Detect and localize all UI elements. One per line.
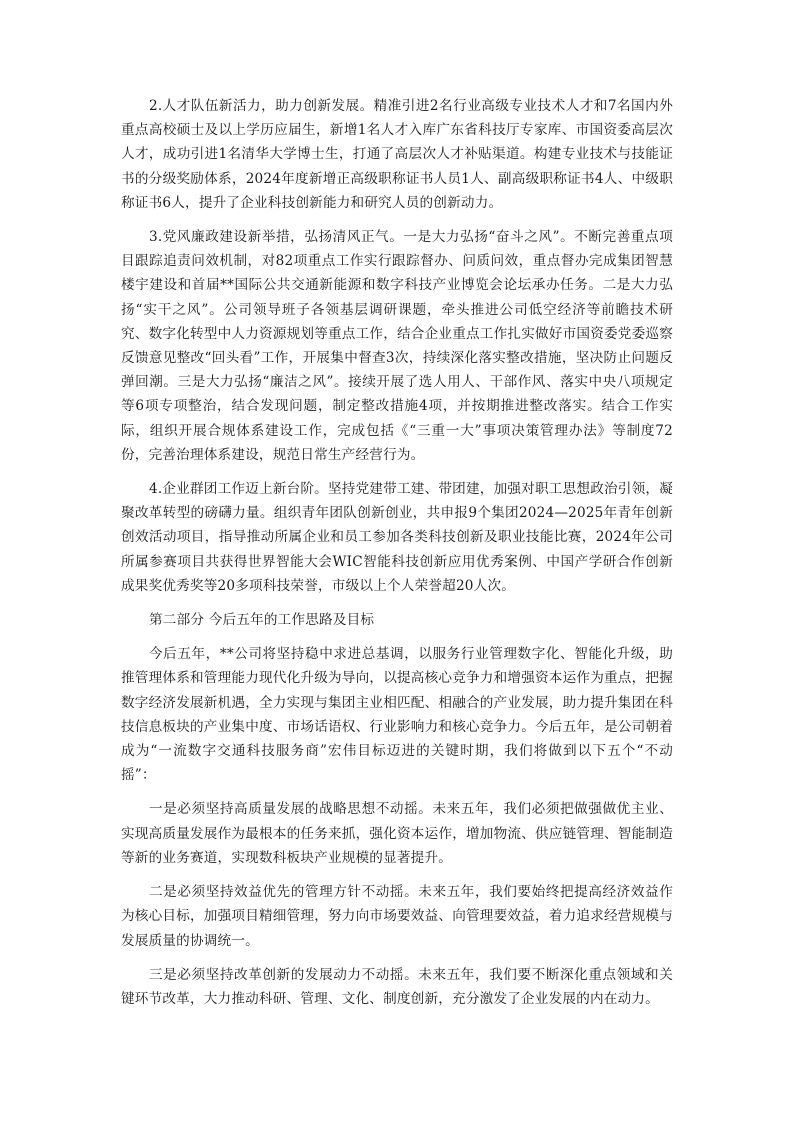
paragraph-group-work: 4.企业群团工作迈上新台阶。坚持党建带工建、带团建，加强对职工思想政治引领，凝聚改革转型的磅礴力量。组织青年团队创新创业，共申报9个集团2024—2025年青年创新创效活动项目，指导推动所属企业和员工参加各类科技创新及职业技能比赛，2024年公司所属参赛项目共获得世界智能大会WIC智能科技创新应用优秀案例、中国产学研合作创新成果奖优秀奖等20多项科技荣誉，市级以上个人荣誉超20人次。 — [121, 481, 673, 594]
paragraph-five-year-outlook: 今后五年，**公司将坚持稳中求进总基调，以服务行业管理数字化、智能化升级，助推管理体系和管理能力现代化升级为导向，以提高核心竞争力和增强资本运作为重点，把握数字经济发展新机遇，全力实现与集团主业相匹配、相融合的产业发展，助力提升集团在科技信息板块的产业集中度、市场话语权、行业影响力和核心竞争力。今后五年，是公司朝着成为“一流数字交通科技服务商”宏伟目标迈进的关键时期，我们将做到以下五个“不动摇”： — [121, 646, 673, 784]
paragraph-principle-one: 一是必须坚持高质量发展的战略思想不动摇。未来五年，我们必须把做强做优主业、实现高质量发展作为最根本的任务来抓，强化资本运作，增加物流、供应链管理、智能制造等新的业务赛道，实现数科板块产业规模的显著提升。 — [121, 801, 673, 866]
paragraph-party-conduct: 3.党风廉政建设新举措，弘扬清风正气。一是大力弘扬“奋斗之风”。不断完善重点项目跟踪追责问效机制，对82项重点工作实行跟踪督办、问质问效，重点督办完成集团智慧楼宇建设和首届**国际公共交通新能源和数字科技产业博览会论坛承办任务。二是大力弘扬“实干之风”。公司领导班子各领基层调研课题，牵头推进公司低空经济等前瞻技术研究、数字化转型中人力资源规划等重点工作，结合企业重点工作扎实做好市国资委党委巡察反馈意见整改“回头看”工作，开展集中督查3次，持续深化落实整改措施，坚决防止问题反弹回潮。三是大力弘扬“廉洁之风”。接续开展了选人用人、干部作风、落实中央八项规定等6项专项整治，结合发现问题，制定整改措施4项，并按期推进整改落实。结合工作实际，组织开展合规体系建设工作，完成包括《“三重一大”事项决策管理办法》等制度72份，完善治理体系建设，规范日常生产经营行为。 — [121, 229, 673, 463]
section-heading: 第二部分 今后五年的工作思路及目标 — [149, 612, 375, 629]
paragraph-principle-three: 三是必须坚持改革创新的发展动力不动摇。未来五年，我们要不断深化重点领域和关键环节改革，大力推动科研、管理、文化、制度创新，充分激发了企业发展的内在动力。 — [121, 966, 673, 1007]
paragraph-talent: 2.人才队伍新活力，助力创新发展。精准引进2名行业高级专业技术人才和7名国内外重点高校硕士及以上学历应届生，新增1名人才入库广东省科技厅专家库、市国资委高层次人才，成功引进1名清华大学博士生，打通了高层次人才补贴渠道。构建专业技术与技能证书的分级奖励体系，2024年度新增正高级职称证书人员1人、副高级职称证书4人、中级职称证书6人，提升了企业科技创新能力和研究人员的创新动力。 — [121, 98, 673, 211]
paragraph-principle-two: 二是必须坚持效益优先的管理方针不动摇。未来五年，我们要始终把提高经济效益作为核心目标，加强项目精细管理，努力向市场要效益、向管理要效益，着力追求经营规模与发展质量的协调统一。 — [121, 884, 673, 949]
document-body — [121, 94, 673, 1021]
